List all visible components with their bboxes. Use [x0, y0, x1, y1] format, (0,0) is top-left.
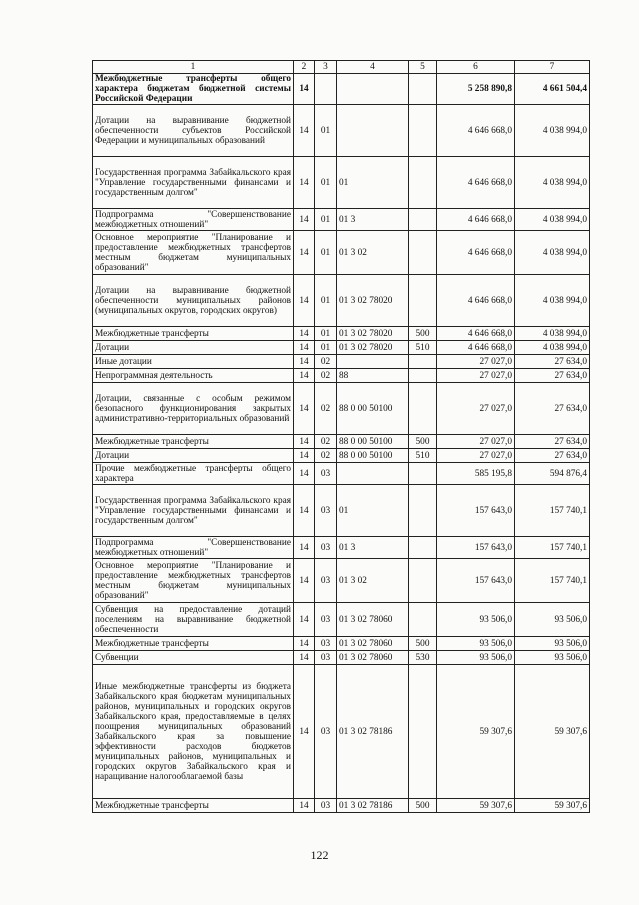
target-article-cell: 88 0 00 50100 [337, 435, 409, 449]
expense-type-cell [409, 485, 437, 537]
expense-type-cell [409, 383, 437, 435]
column-header: 4 [337, 61, 409, 74]
amount-year-1-cell: 4 646 668,0 [437, 327, 515, 341]
amount-year-2-cell: 4 038 994,0 [515, 327, 590, 341]
target-article-cell: 01 [337, 485, 409, 537]
section-code-cell: 14 [294, 559, 315, 603]
row-name-cell: Дотации на выравнивание бюджетной обеспеченности субъектов Российской Федерации и муниципальных образований [93, 105, 294, 157]
subsection-code-cell: 02 [315, 383, 337, 435]
amount-year-1-cell: 4 646 668,0 [437, 275, 515, 327]
amount-year-2-cell: 4 038 994,0 [515, 157, 590, 209]
amount-year-1-cell: 59 307,6 [437, 799, 515, 813]
section-code-cell: 14 [294, 603, 315, 637]
target-article-cell: 88 0 00 50100 [337, 449, 409, 463]
target-article-cell [337, 355, 409, 369]
column-header: 6 [437, 61, 515, 74]
column-header: 5 [409, 61, 437, 74]
amount-year-2-cell: 4 038 994,0 [515, 341, 590, 355]
section-code-cell: 14 [294, 74, 315, 105]
table-row [93, 275, 590, 327]
subsection-code-cell [315, 74, 337, 105]
row-name-cell: Дотации на выравнивание бюджетной обеспеченности муниципальных районов (муниципальных округов, городских округов) [93, 275, 294, 327]
amount-year-1-cell: 585 195,8 [437, 463, 515, 485]
expense-type-cell [409, 209, 437, 231]
section-code-cell: 14 [294, 369, 315, 383]
column-header: 7 [515, 61, 590, 74]
subsection-code-cell: 02 [315, 369, 337, 383]
target-article-cell [337, 105, 409, 157]
expense-type-cell [409, 369, 437, 383]
target-article-cell: 01 3 02 78186 [337, 799, 409, 813]
row-name-cell: Дотации [93, 341, 294, 355]
amount-year-1-cell: 157 643,0 [437, 485, 515, 537]
target-article-cell: 01 3 02 78186 [337, 665, 409, 799]
expense-type-cell: 510 [409, 341, 437, 355]
subsection-code-cell: 02 [315, 449, 337, 463]
section-code-cell: 14 [294, 275, 315, 327]
section-code-cell: 14 [294, 327, 315, 341]
subsection-code-cell: 01 [315, 275, 337, 327]
expense-type-cell [409, 559, 437, 603]
amount-year-1-cell: 27 027,0 [437, 369, 515, 383]
amount-year-2-cell: 93 506,0 [515, 603, 590, 637]
budget-table [92, 60, 590, 813]
expense-type-cell [409, 105, 437, 157]
target-article-cell: 01 [337, 157, 409, 209]
subsection-code-cell: 03 [315, 537, 337, 559]
row-name-cell: Непрограммная деятельность [93, 369, 294, 383]
target-article-cell: 01 3 02 78020 [337, 327, 409, 341]
table-row [93, 463, 590, 485]
table-row [93, 449, 590, 463]
amount-year-2-cell: 4 038 994,0 [515, 209, 590, 231]
amount-year-1-cell: 27 027,0 [437, 383, 515, 435]
expense-type-cell [409, 231, 437, 275]
table-row [93, 209, 590, 231]
section-code-cell: 14 [294, 209, 315, 231]
section-code-cell: 14 [294, 231, 315, 275]
section-code-cell: 14 [294, 105, 315, 157]
subsection-code-cell: 01 [315, 157, 337, 209]
amount-year-2-cell: 4 038 994,0 [515, 231, 590, 275]
amount-year-2-cell: 4 038 994,0 [515, 105, 590, 157]
expense-type-cell: 500 [409, 799, 437, 813]
row-name-cell: Основное мероприятие "Планирование и предоставление межбюджетных трансфертов местным бюджетам муниципальных образований" [93, 231, 294, 275]
expense-type-cell [409, 74, 437, 105]
amount-year-2-cell: 59 307,6 [515, 665, 590, 799]
expense-type-cell: 500 [409, 327, 437, 341]
table-row [93, 799, 590, 813]
expense-type-cell [409, 463, 437, 485]
row-name-cell: Межбюджетные трансферты [93, 799, 294, 813]
table-row [93, 74, 590, 105]
row-name-cell: Государственная программа Забайкальского края "Управление государственными финансами и государственным долгом" [93, 157, 294, 209]
table-row [93, 537, 590, 559]
subsection-code-cell: 01 [315, 341, 337, 355]
row-name-cell: Субвенции [93, 651, 294, 665]
subsection-code-cell: 03 [315, 463, 337, 485]
amount-year-2-cell: 157 740,1 [515, 559, 590, 603]
column-header: 1 [93, 61, 294, 74]
amount-year-1-cell: 4 646 668,0 [437, 209, 515, 231]
row-name-cell: Субвенция на предоставление дотаций поселениям на выравнивание бюджетной обеспеченности [93, 603, 294, 637]
amount-year-2-cell: 27 634,0 [515, 449, 590, 463]
header-row [93, 61, 590, 74]
subsection-code-cell: 01 [315, 105, 337, 157]
subsection-code-cell: 02 [315, 435, 337, 449]
amount-year-2-cell: 27 634,0 [515, 383, 590, 435]
amount-year-1-cell: 4 646 668,0 [437, 231, 515, 275]
expense-type-cell: 500 [409, 637, 437, 651]
section-code-cell: 14 [294, 651, 315, 665]
amount-year-2-cell: 4 038 994,0 [515, 275, 590, 327]
section-code-cell: 14 [294, 341, 315, 355]
amount-year-1-cell: 93 506,0 [437, 651, 515, 665]
row-name-cell: Основное мероприятие "Планирование и предоставление межбюджетных трансфертов местным бюджетам муниципальных образований" [93, 559, 294, 603]
row-name-cell: Межбюджетные трансферты общего характера бюджетам бюджетной системы Российской Федерации [93, 74, 294, 105]
expense-type-cell: 510 [409, 449, 437, 463]
section-code-cell: 14 [294, 449, 315, 463]
amount-year-1-cell: 5 258 890,8 [437, 74, 515, 105]
amount-year-2-cell: 59 307,6 [515, 799, 590, 813]
expense-type-cell [409, 275, 437, 327]
amount-year-1-cell: 93 506,0 [437, 603, 515, 637]
expense-type-cell [409, 537, 437, 559]
section-code-cell: 14 [294, 537, 315, 559]
subsection-code-cell: 01 [315, 231, 337, 275]
amount-year-1-cell: 59 307,6 [437, 665, 515, 799]
section-code-cell: 14 [294, 637, 315, 651]
target-article-cell: 01 3 02 78060 [337, 603, 409, 637]
amount-year-1-cell: 4 646 668,0 [437, 157, 515, 209]
page-number: 122 [310, 848, 329, 862]
table-row [93, 603, 590, 637]
expense-type-cell [409, 665, 437, 799]
amount-year-1-cell: 27 027,0 [437, 435, 515, 449]
table-row [93, 355, 590, 369]
subsection-code-cell: 01 [315, 327, 337, 341]
section-code-cell: 14 [294, 665, 315, 799]
amount-year-1-cell: 27 027,0 [437, 355, 515, 369]
table-row [93, 559, 590, 603]
target-article-cell [337, 463, 409, 485]
section-code-cell: 14 [294, 799, 315, 813]
amount-year-1-cell: 157 643,0 [437, 537, 515, 559]
target-article-cell: 01 3 02 [337, 231, 409, 275]
target-article-cell: 01 3 [337, 209, 409, 231]
amount-year-2-cell: 27 634,0 [515, 435, 590, 449]
column-header: 3 [315, 61, 337, 74]
section-code-cell: 14 [294, 435, 315, 449]
table-row [93, 665, 590, 799]
target-article-cell: 01 3 02 [337, 559, 409, 603]
expense-type-cell: 500 [409, 435, 437, 449]
row-name-cell: Прочие межбюджетные трансферты общего характера [93, 463, 294, 485]
amount-year-1-cell: 4 646 668,0 [437, 341, 515, 355]
amount-year-1-cell: 4 646 668,0 [437, 105, 515, 157]
table-row [93, 231, 590, 275]
amount-year-2-cell: 594 876,4 [515, 463, 590, 485]
amount-year-2-cell: 4 661 504,4 [515, 74, 590, 105]
target-article-cell: 01 3 02 78060 [337, 637, 409, 651]
amount-year-1-cell: 157 643,0 [437, 559, 515, 603]
expense-type-cell: 530 [409, 651, 437, 665]
amount-year-2-cell: 93 506,0 [515, 637, 590, 651]
target-article-cell: 01 3 02 78020 [337, 341, 409, 355]
amount-year-1-cell: 27 027,0 [437, 449, 515, 463]
subsection-code-cell: 03 [315, 651, 337, 665]
expense-type-cell [409, 603, 437, 637]
row-name-cell: Подпрограмма "Совершенствование межбюджетных отношений" [93, 537, 294, 559]
row-name-cell: Дотации, связанные с особым режимом безопасного функционирования закрытых административно-территориальных образований [93, 383, 294, 435]
amount-year-2-cell: 93 506,0 [515, 651, 590, 665]
section-code-cell: 14 [294, 463, 315, 485]
target-article-cell [337, 74, 409, 105]
amount-year-1-cell: 93 506,0 [437, 637, 515, 651]
table-row [93, 651, 590, 665]
expense-type-cell [409, 157, 437, 209]
target-article-cell: 88 0 00 50100 [337, 383, 409, 435]
amount-year-2-cell: 27 634,0 [515, 369, 590, 383]
amount-year-2-cell: 27 634,0 [515, 355, 590, 369]
table-row [93, 383, 590, 435]
subsection-code-cell: 03 [315, 637, 337, 651]
table-row [93, 157, 590, 209]
table-row [93, 435, 590, 449]
section-code-cell: 14 [294, 485, 315, 537]
row-name-cell: Государственная программа Забайкальского края "Управление государственными финансами и государственным долгом" [93, 485, 294, 537]
subsection-code-cell: 03 [315, 485, 337, 537]
subsection-code-cell: 03 [315, 559, 337, 603]
subsection-code-cell: 03 [315, 603, 337, 637]
table-row [93, 105, 590, 157]
row-name-cell: Подпрограмма "Совершенствование межбюджетных отношений" [93, 209, 294, 231]
target-article-cell: 01 3 [337, 537, 409, 559]
section-code-cell: 14 [294, 157, 315, 209]
row-name-cell: Межбюджетные трансферты [93, 435, 294, 449]
table-row [93, 637, 590, 651]
row-name-cell: Иные межбюджетные трансферты из бюджета Забайкальского края бюджетам муниципальных районов, муниципальных и городских округов Забайкальского края, предоставляемые в целях поощрения муниципальных образований Забайкальского края за повышение эффективности расходов бюджетов муниципальных районов, муниципальных и городских округов Забайкальского края и наращивание налогооблагаемой базы [93, 665, 294, 799]
table-row [93, 369, 590, 383]
expense-type-cell [409, 355, 437, 369]
row-name-cell: Иные дотации [93, 355, 294, 369]
row-name-cell: Межбюджетные трансферты [93, 327, 294, 341]
subsection-code-cell: 03 [315, 799, 337, 813]
subsection-code-cell: 02 [315, 355, 337, 369]
subsection-code-cell: 03 [315, 665, 337, 799]
target-article-cell: 88 [337, 369, 409, 383]
row-name-cell: Дотации [93, 449, 294, 463]
amount-year-2-cell: 157 740,1 [515, 537, 590, 559]
table-row [93, 485, 590, 537]
row-name-cell: Межбюджетные трансферты [93, 637, 294, 651]
column-header: 2 [294, 61, 315, 74]
target-article-cell: 01 3 02 78020 [337, 275, 409, 327]
table-row [93, 327, 590, 341]
target-article-cell: 01 3 02 78060 [337, 651, 409, 665]
section-code-cell: 14 [294, 383, 315, 435]
table-row [93, 341, 590, 355]
amount-year-2-cell: 157 740,1 [515, 485, 590, 537]
section-code-cell: 14 [294, 355, 315, 369]
subsection-code-cell: 01 [315, 209, 337, 231]
